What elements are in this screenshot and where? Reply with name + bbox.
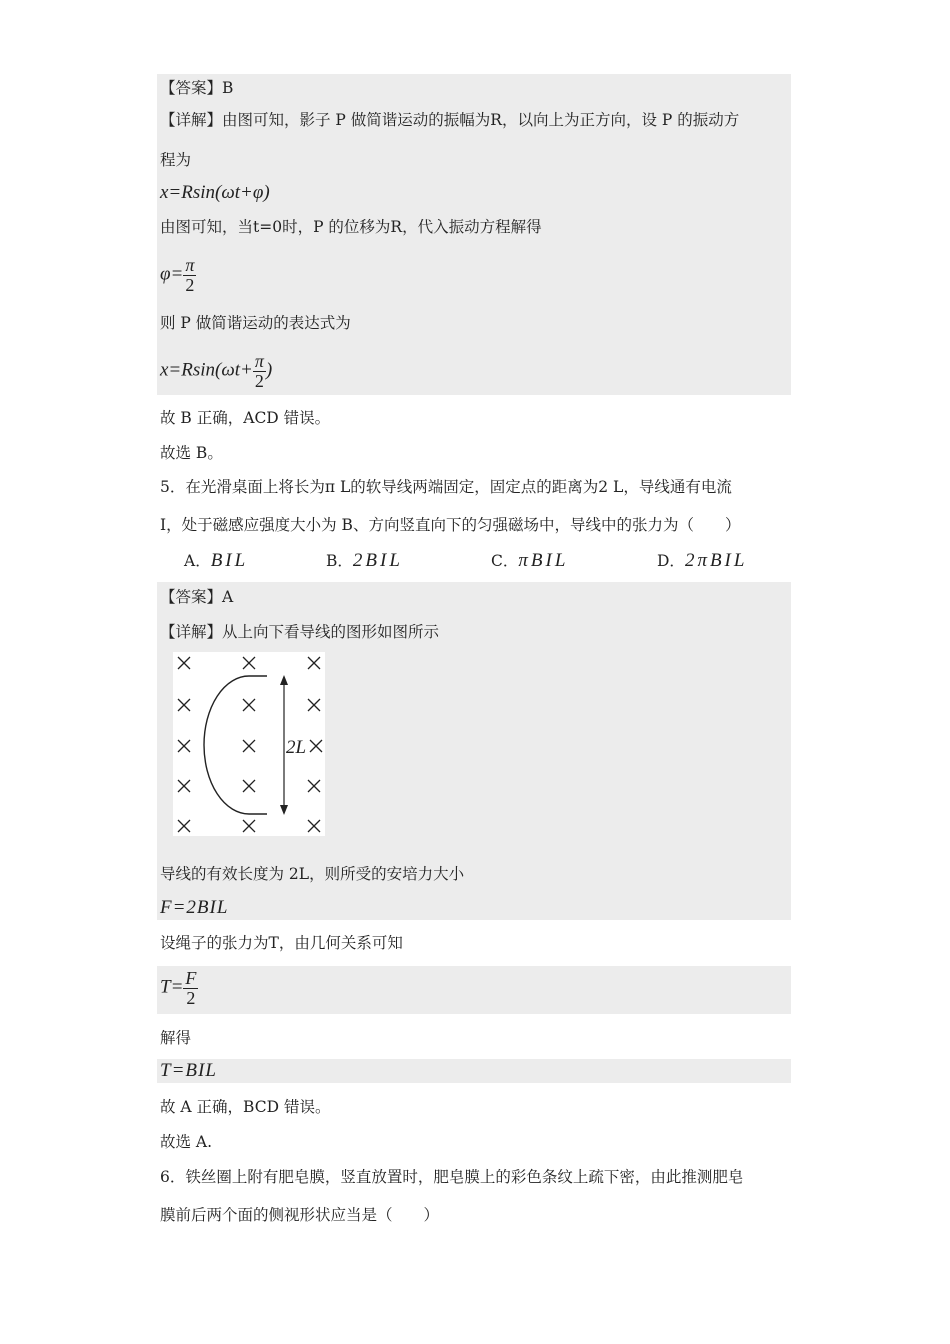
q4-eq3-fraction bbox=[253, 352, 266, 391]
q5-choice: 故选 A. bbox=[160, 1133, 213, 1151]
q4-eq3-left: x=Rsin(ωt+ bbox=[160, 359, 253, 381]
q6-stem-line2: 膜前后两个面的侧视形状应当是（ ） bbox=[160, 1206, 440, 1224]
q4-eq2-den: 2 bbox=[185, 275, 195, 295]
q4-equation-3 bbox=[160, 352, 272, 391]
q4-detail-line4: 则 P 做简谐运动的表达式为 bbox=[160, 314, 351, 332]
q4-eq3-den: 2 bbox=[254, 371, 264, 391]
eq-T2-highlight bbox=[157, 1059, 791, 1083]
q5-tension-intro: 设绳子的张力为T，由几何关系可知 bbox=[160, 934, 403, 952]
q5-option-c bbox=[491, 549, 568, 572]
eq-T-den: 2 bbox=[186, 988, 196, 1008]
q5-option-d bbox=[657, 549, 747, 572]
q4-eq3-num: π bbox=[254, 351, 264, 371]
eq-T-left: T= bbox=[160, 976, 184, 998]
q4-equation-2 bbox=[160, 256, 196, 295]
option-d-label: D． bbox=[657, 552, 685, 570]
q5-equation-T bbox=[160, 969, 198, 1008]
option-d-value: 2πBIL bbox=[684, 550, 748, 571]
option-a-label: A． bbox=[184, 552, 211, 570]
q4-eq2-left: φ= bbox=[160, 263, 184, 285]
q4-equation-1: x=Rsin(ωt+φ) bbox=[160, 182, 270, 203]
q5-solve: 解得 bbox=[160, 1029, 192, 1047]
q4-conclusion: 故 B 正确，ACD 错误。 bbox=[160, 409, 331, 427]
q5-answer: 【答案】A bbox=[160, 588, 234, 606]
q5-effective-length: 导线的有效长度为 2L，则所受的安培力大小 bbox=[160, 865, 465, 883]
eq-T-num: F bbox=[185, 968, 197, 988]
q5-conclusion: 故 A 正确，BCD 错误。 bbox=[160, 1098, 331, 1116]
option-c-label: C． bbox=[491, 552, 519, 570]
q4-detail-line2: 程为 bbox=[160, 151, 192, 169]
q5-detail: 【详解】从上向下看导线的图形如图所示 bbox=[160, 623, 440, 641]
option-a-value: BIL bbox=[210, 550, 249, 571]
q4-answer: 【答案】B bbox=[160, 79, 234, 97]
eq-T-fraction bbox=[183, 969, 198, 1008]
option-c-value: πBIL bbox=[518, 550, 569, 571]
q5-stem-line1: 5．在光滑桌面上将长为π L的软导线两端固定，固定点的距离为2 L，导线通有电流 bbox=[160, 478, 732, 496]
figure-label: 2L bbox=[286, 737, 307, 758]
q5-option-b bbox=[326, 549, 403, 572]
option-b-label: B． bbox=[326, 552, 353, 570]
eq-T-highlight bbox=[157, 966, 791, 1014]
q6-stem-line1: 6．铁丝圈上附有肥皂膜，竖直放置时，肥皂膜上的彩色条纹上疏下密，由此推测肥皂 bbox=[160, 1168, 744, 1186]
q5-equation-F: F=2BIL bbox=[160, 897, 229, 918]
q5-option-a bbox=[184, 549, 248, 572]
q5-stem-line2: I，处于磁感应强度大小为 B、方向竖直向下的匀强磁场中，导线中的张力为（ ） bbox=[160, 516, 741, 534]
magnetic-field-figure bbox=[173, 652, 325, 836]
q4-eq3-right: ) bbox=[265, 359, 273, 381]
q4-detail-line1: 【详解】由图可知，影子 P 做简谐运动的振幅为R，以向上为正方向，设 P 的振动方 bbox=[160, 111, 740, 129]
option-b-value: 2BIL bbox=[352, 550, 403, 571]
q4-eq2-num: π bbox=[185, 255, 195, 275]
q4-choice: 故选 B。 bbox=[160, 444, 223, 462]
q5-equation-T2: T=BIL bbox=[160, 1060, 217, 1081]
q4-detail-line3: 由图可知，当t=0时，P 的位移为R，代入振动方程解得 bbox=[160, 218, 542, 236]
q4-eq2-fraction bbox=[183, 256, 196, 295]
